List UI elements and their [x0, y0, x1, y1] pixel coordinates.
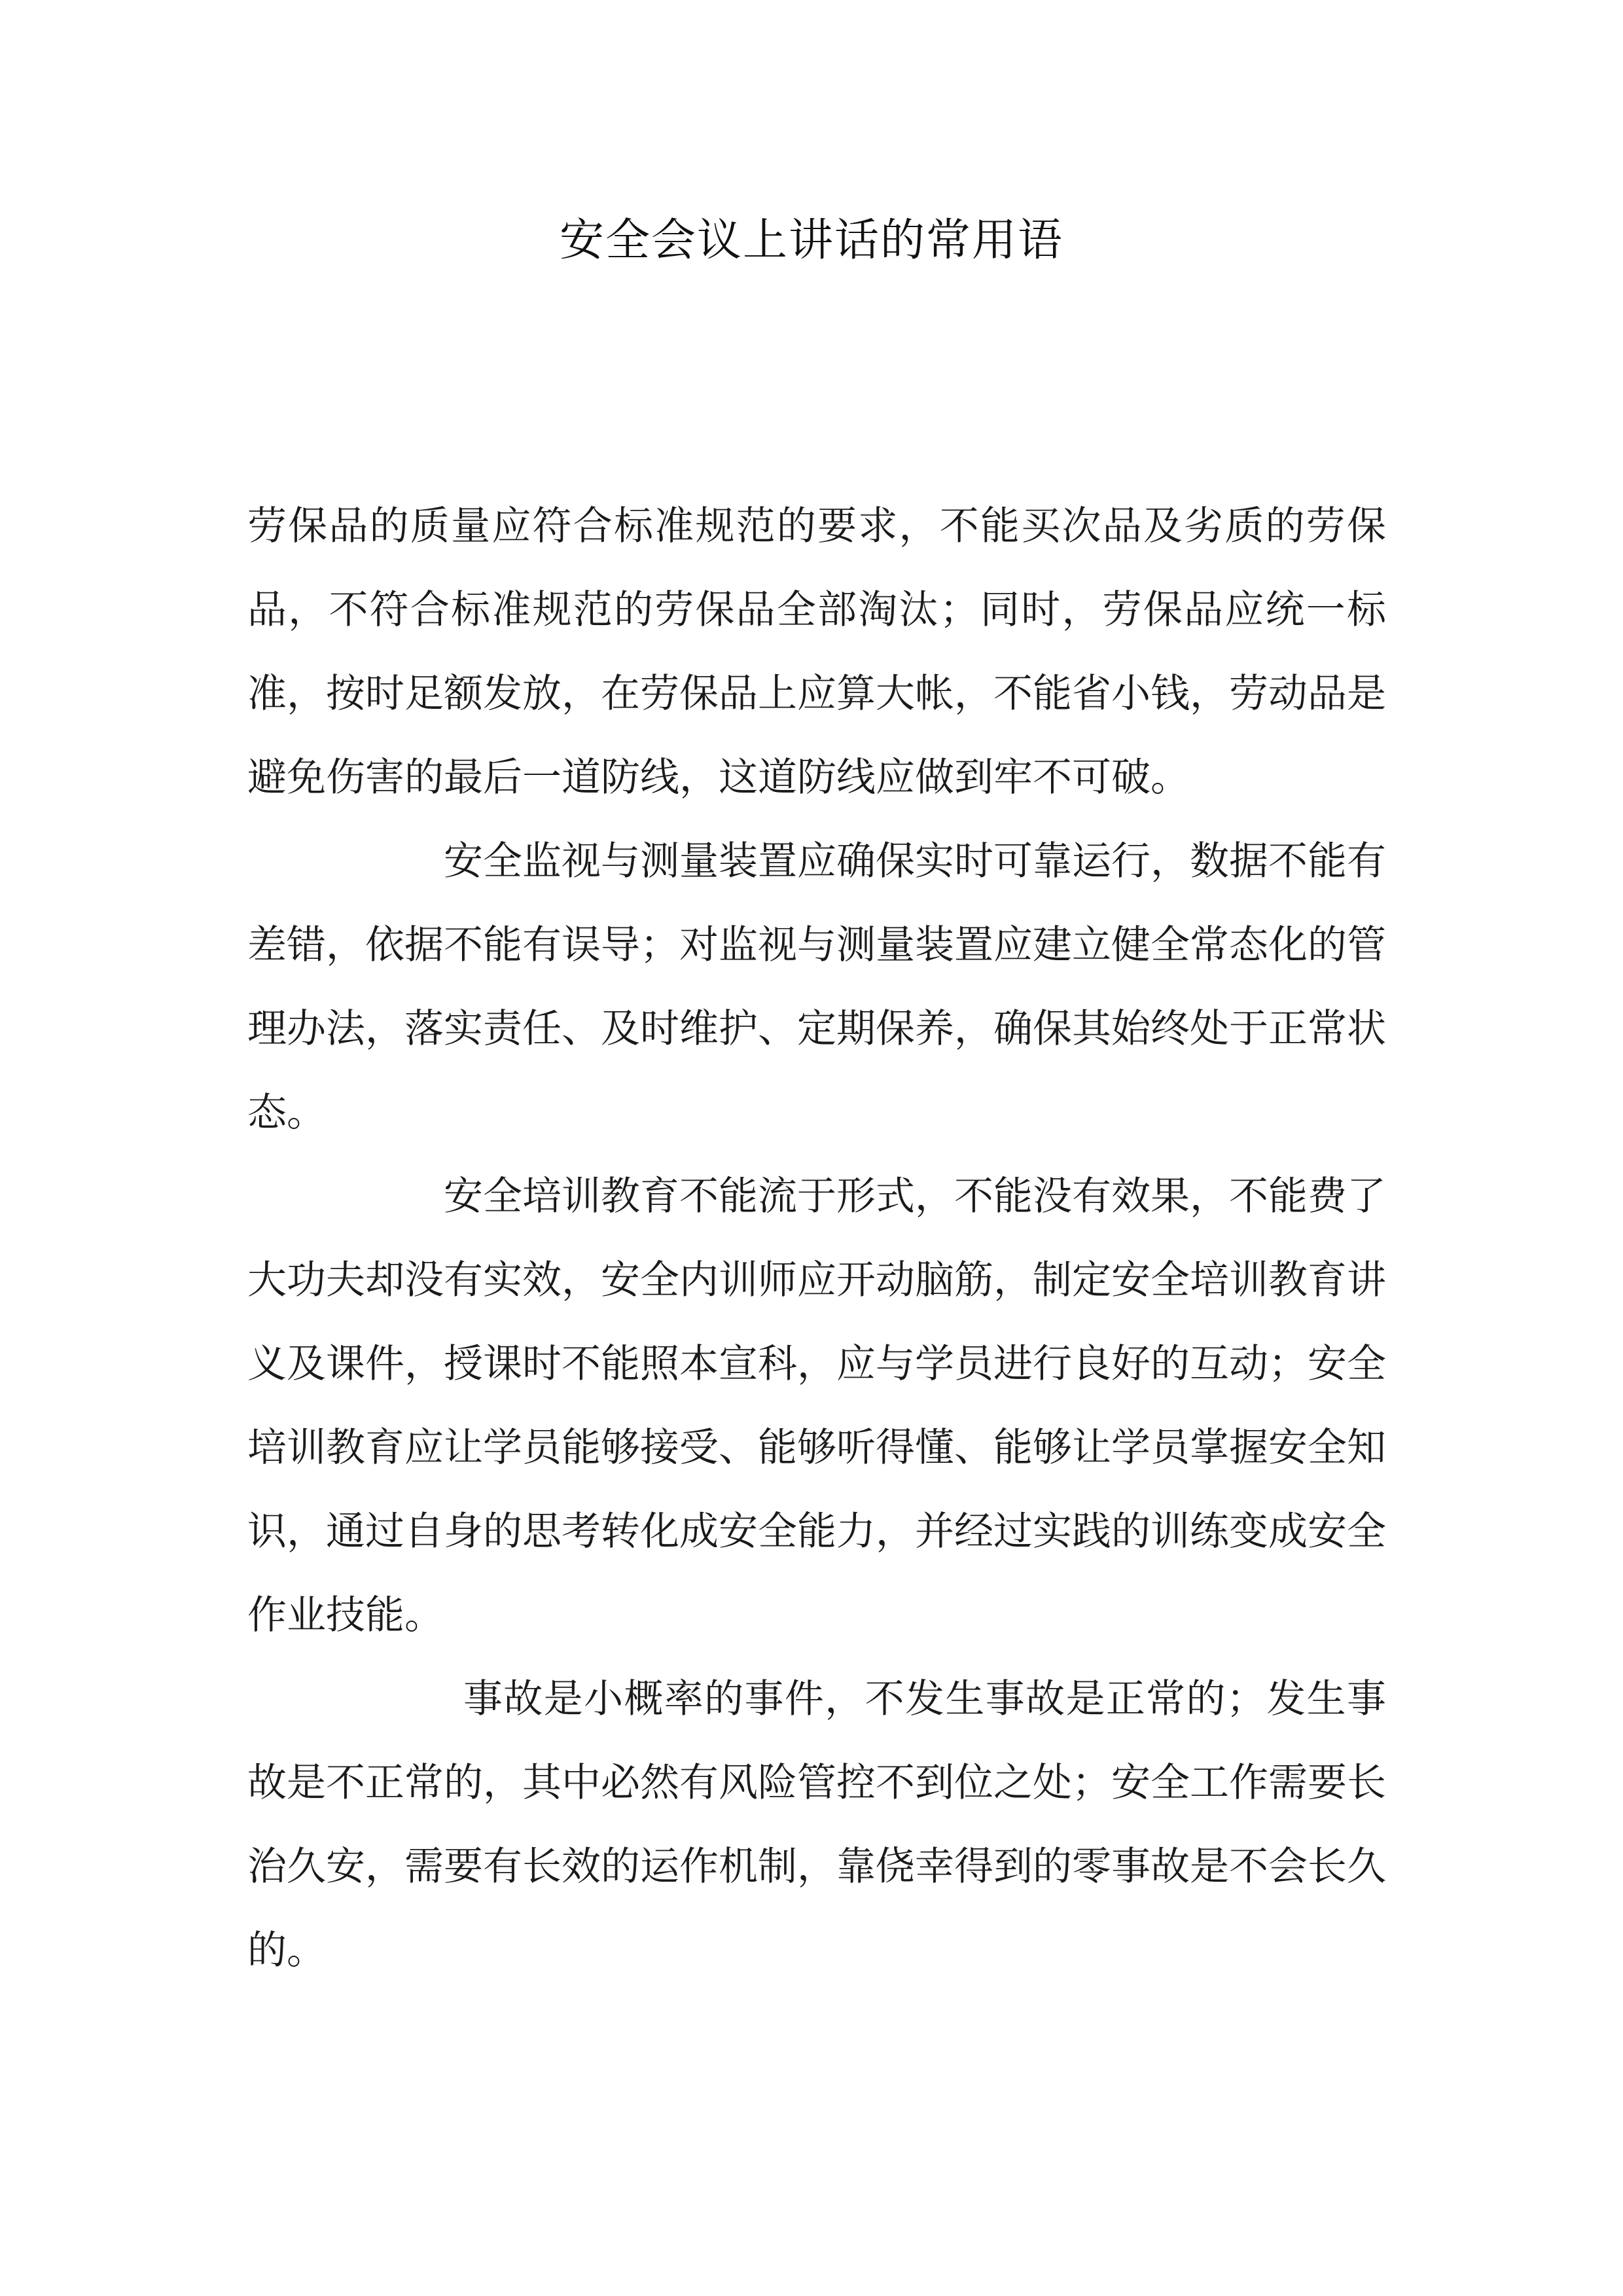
paragraph-ppe-quality: 劳保品的质量应符合标准规范的要求，不能买次品及劣质的劳保品，不符合标准规范的劳保品全部淘汰；同时，劳保品应统一标准，按时足额发放，在劳保品上应算大帐，不能省小钱，劳动品是避免伤害的最后一道防线，这道防线应做到牢不可破。 — [247, 503, 1386, 800]
paragraph-accident-prevention: 事故是小概率的事件，不发生事故是正常的；发生事故是不正常的，其中必然有风险管控不到位之处；安全工作需要长治久安，需要有长效的运作机制，靠侥幸得到的零事故是不会长久的。 — [247, 1676, 1386, 1973]
document-body — [247, 484, 1386, 1992]
paragraph-monitoring-devices: 安全监视与测量装置应确保实时可靠运行，数据不能有差错，依据不能有误导；对监视与测量装置应建立健全常态化的管理办法，落实责任、及时维护、定期保养，确保其始终处于正常状态。 — [247, 838, 1386, 1136]
document-title: 安全会议上讲话的常用语 — [559, 215, 1063, 266]
paragraph-safety-training: 安全培训教育不能流于形式，不能没有效果，不能费了大功夫却没有实效，安全内训师应开动脑筋，制定安全培训教育讲义及课件，授课时不能照本宣科，应与学员进行良好的互动；安全培训教育应让学员能够接受、能够听得懂、能够让学员掌握安全知识，通过自身的思考转化成安全能力，并经过实践的训练变成安全作业技能。 — [247, 1174, 1386, 1638]
